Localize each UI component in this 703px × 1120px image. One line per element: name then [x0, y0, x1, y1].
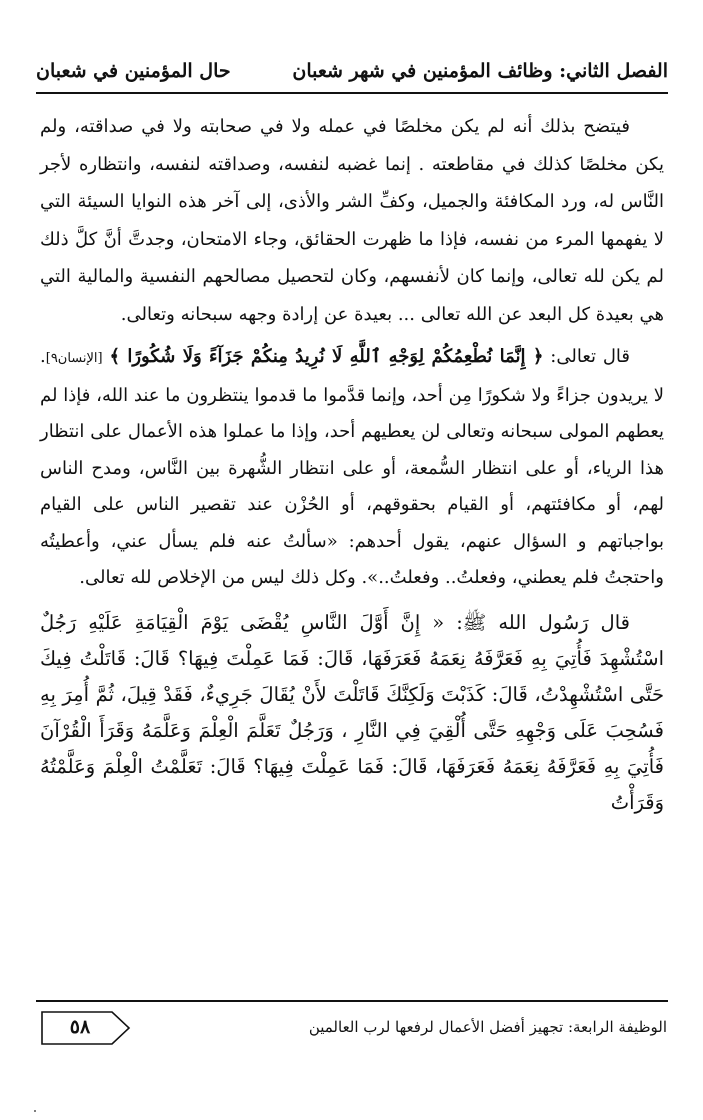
footer-section-title: الوظيفة الرابعة: تجهيز أفضل الأعمال لرفعها لرب العالمين	[308, 1018, 667, 1036]
paragraph-2	[40, 339, 664, 597]
verse-intro: قال تعالى:	[543, 346, 630, 367]
quran-verse: ﴿ إِنَّمَا نُطْعِمُكُمْ لِوَجْهِ ٱللَّهِ لَا نُرِيدُ مِنكُمْ جَزَآءً وَلَا شُكُورًا ﴾	[109, 346, 544, 367]
hadith-text: « إِنَّ أَوَّلَ النَّاسِ يُقْضَى يَوْمَ الْقِيَامَةِ عَلَيْهِ رَجُلٌ اسْتُشْهِدَ فَأُتِيَ بِهِ فَعَرَّفَهُ نِعَمَهُ فَعَرَفَهَا، قَالَ: فَمَا عَمِلْتَ فِيهَا؟ قَالَ: قَاتَلْتُ فِيكَ حَتَّى اسْتُشْهِدْتُ، قَالَ: كَذَبْتَ وَلَكِنَّكَ قَاتَلْتَ لأَنْ يُقَالَ جَرِيءٌ، فَقَدْ قِيلَ، ثُمَّ أُمِرَ بِهِ فَسُحِبَ عَلَى وَجْهِهِ حَتَّى أُلْقِيَ فِي النَّارِ ، وَرَجُلٌ تَعَلَّمَ الْعِلْمَ وَعَلَّمَهُ وَقَرَأَ الْقُرْآنَ فَأُتِيَ بِهِ فَعَرَّفَهُ نِعَمَهُ فَعَرَفَهَا، قَالَ: فَمَا عَمِلْتَ فِيهَا؟ قَالَ: تَعَلَّمْتُ الْعِلْمَ وَعَلَّمْتُهُ وَقَرَأْتُ	[40, 610, 664, 814]
body-text	[40, 108, 664, 821]
verse-reference: [الإنسان٩]	[45, 351, 103, 366]
paragraph-2-text: . لا يريدون جزاءً ولا شكورًا مِن أحد، وإنما قدَّموا ما قدموا ينتظرون ما عند الله، فإذا لم يعطهم المولى سبحانه وتعالى لن يعطيهم أحد، وإذا ما عملوا هذه الأعمال على انتظار هذا الرياء، أو على انتظار السُّمعة، أو على انتظار الشُّهرة بين النَّاس، ومدح الناس لهم، أو مكافئتهم، أو القيام بحقوقهم، أو الحُزْن عند تقصير الناس على القيام بواجباتهم و السؤال عنهم، يقول أحدهم: «سألتُ عنه فلم يسأل عني، وأعطيتُه واحتجتُ فلم يعطني، وفعلتُ.. وفعلتُ..». وكل ذلك ليس من الإخلاص لله تعالى.	[40, 346, 664, 588]
page-number: ٥٨	[69, 1016, 91, 1038]
footer-divider	[36, 1000, 668, 1002]
page-header	[36, 52, 668, 92]
header-divider	[36, 92, 668, 94]
running-title: حال المؤمنين في شعبان	[36, 60, 231, 82]
chapter-title: الفصل الثاني: وظائف المؤمنين في شهر شعبان	[292, 60, 668, 82]
hadith-intro: قال رَسُول الله ﷺ:	[444, 610, 630, 634]
scan-dot	[34, 1110, 36, 1112]
paragraph-3	[40, 605, 664, 821]
page-number-tab	[40, 1010, 132, 1046]
paragraph-1: فيتضح بذلك أنه لم يكن مخلصًا في عمله ولا في صحابته ولا في صداقته، ولم يكن مخلصًا كذلك في مقاطعته . إنما غضبه لنفسه، وصداقته لنفسه، وانتظاره لأجر النَّاس له، ورد المكافئة والجميل، وكفِّ الشر والأذى، إلى آخر هذه النوايا السيئة التي لا يفهمها المرء من نفسه، فإذا ما ظهرت الحقائق، وجاء الامتحان، وجدتَّ أنَّ كلَّ ذلك لم يكن لله تعالى، وإنما كان لأنفسهم، وكان لتحصيل مصالحهم النفسية والمالية التي هي بعيدة كل البعد عن الله تعالى ... بعيدة عن إرادة وجهه سبحانه وتعالى.	[40, 116, 664, 325]
